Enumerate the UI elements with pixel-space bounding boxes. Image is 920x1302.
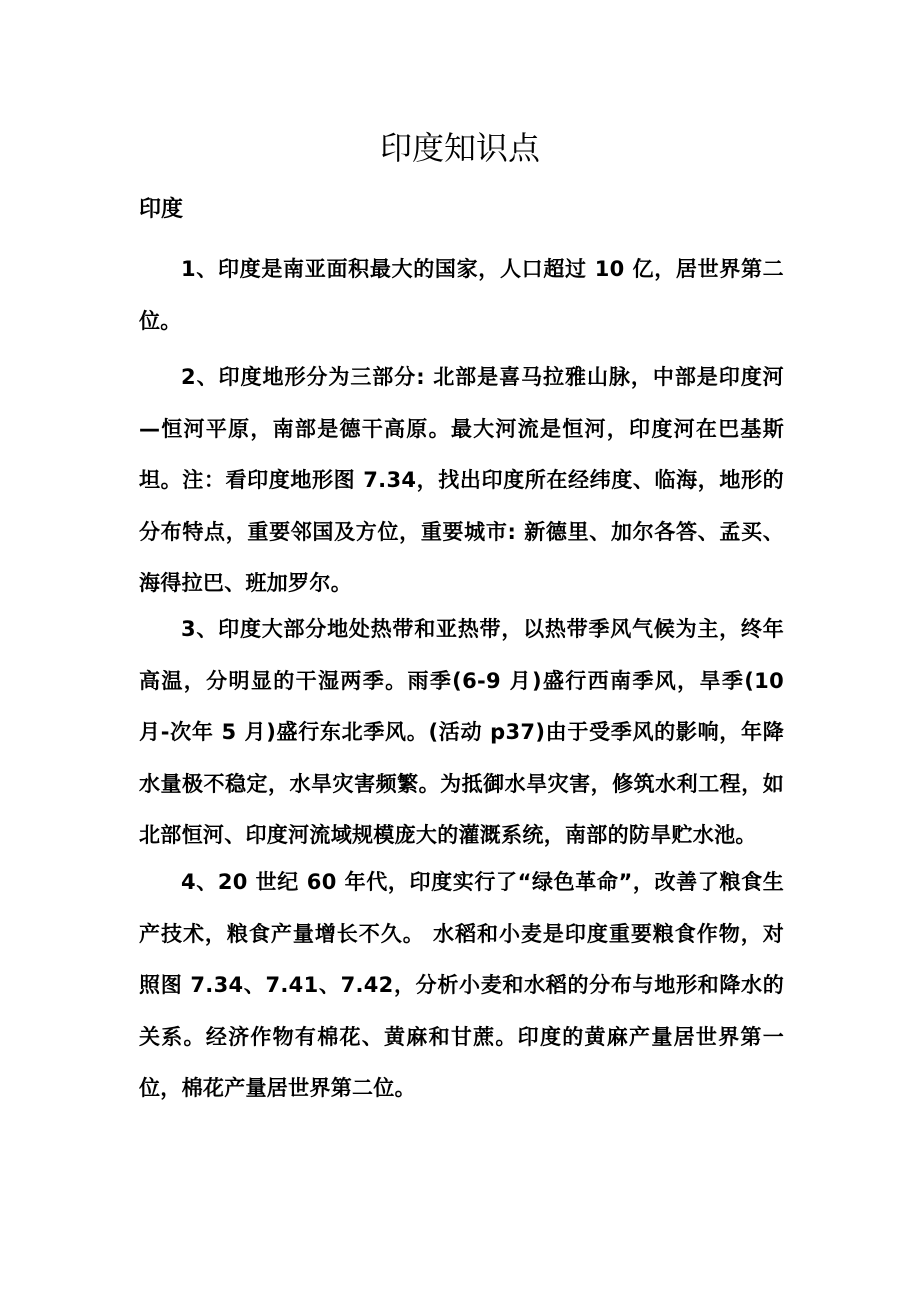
section-heading: 印度 — [139, 197, 184, 222]
page-title: 印度知识点 — [379, 129, 540, 167]
paragraph-2: 2、印度地形分为三部分: 北部是喜马拉雅山脉，中部是印度河—恒河平原，南部是德干高原。最大河流是恒河，印度河在巴基斯坦。注：看印度地形图 7.34，找出印度所在经纬度、临海，地形的分布特点，重要邻国及方位，重要城市: 新德里、加尔各答、孟买、海得拉巴、班加罗尔。 — [139, 365, 784, 595]
paragraph-4: 4、20 世纪 60 年代，印度实行了“绿色革命”，改善了粮食生产技术，粮食产量增长不久。 水稻和小麦是印度重要粮食作物，对照图 7.34、7.41、7.42，分析小麦和水稻的分布与地形和降水的关系。经济作物有棉花、黄麻和甘蔗。印度的黄麻产量居世界第一位，棉花产量居世界第二位。 — [139, 870, 784, 1100]
paragraph-1: 1、印度是南亚面积最大的国家，人口超过 10 亿，居世界第二位。 — [139, 257, 784, 333]
paragraph-3: 3、印度大部分地处热带和亚热带，以热带季风气候为主，终年高温，分明显的干湿两季。雨季(6-9 月)盛行西南季风，旱季(10 月-次年 5 月)盛行东北季风。(活动 p37)由于受季风的影响，年降水量极不稳定，水旱灾害频繁。为抵御水旱灾害，修筑水利工程，如北部恒河、印度河流域规模庞大的灌溉系统，南部的防旱贮水池。 — [139, 617, 784, 847]
